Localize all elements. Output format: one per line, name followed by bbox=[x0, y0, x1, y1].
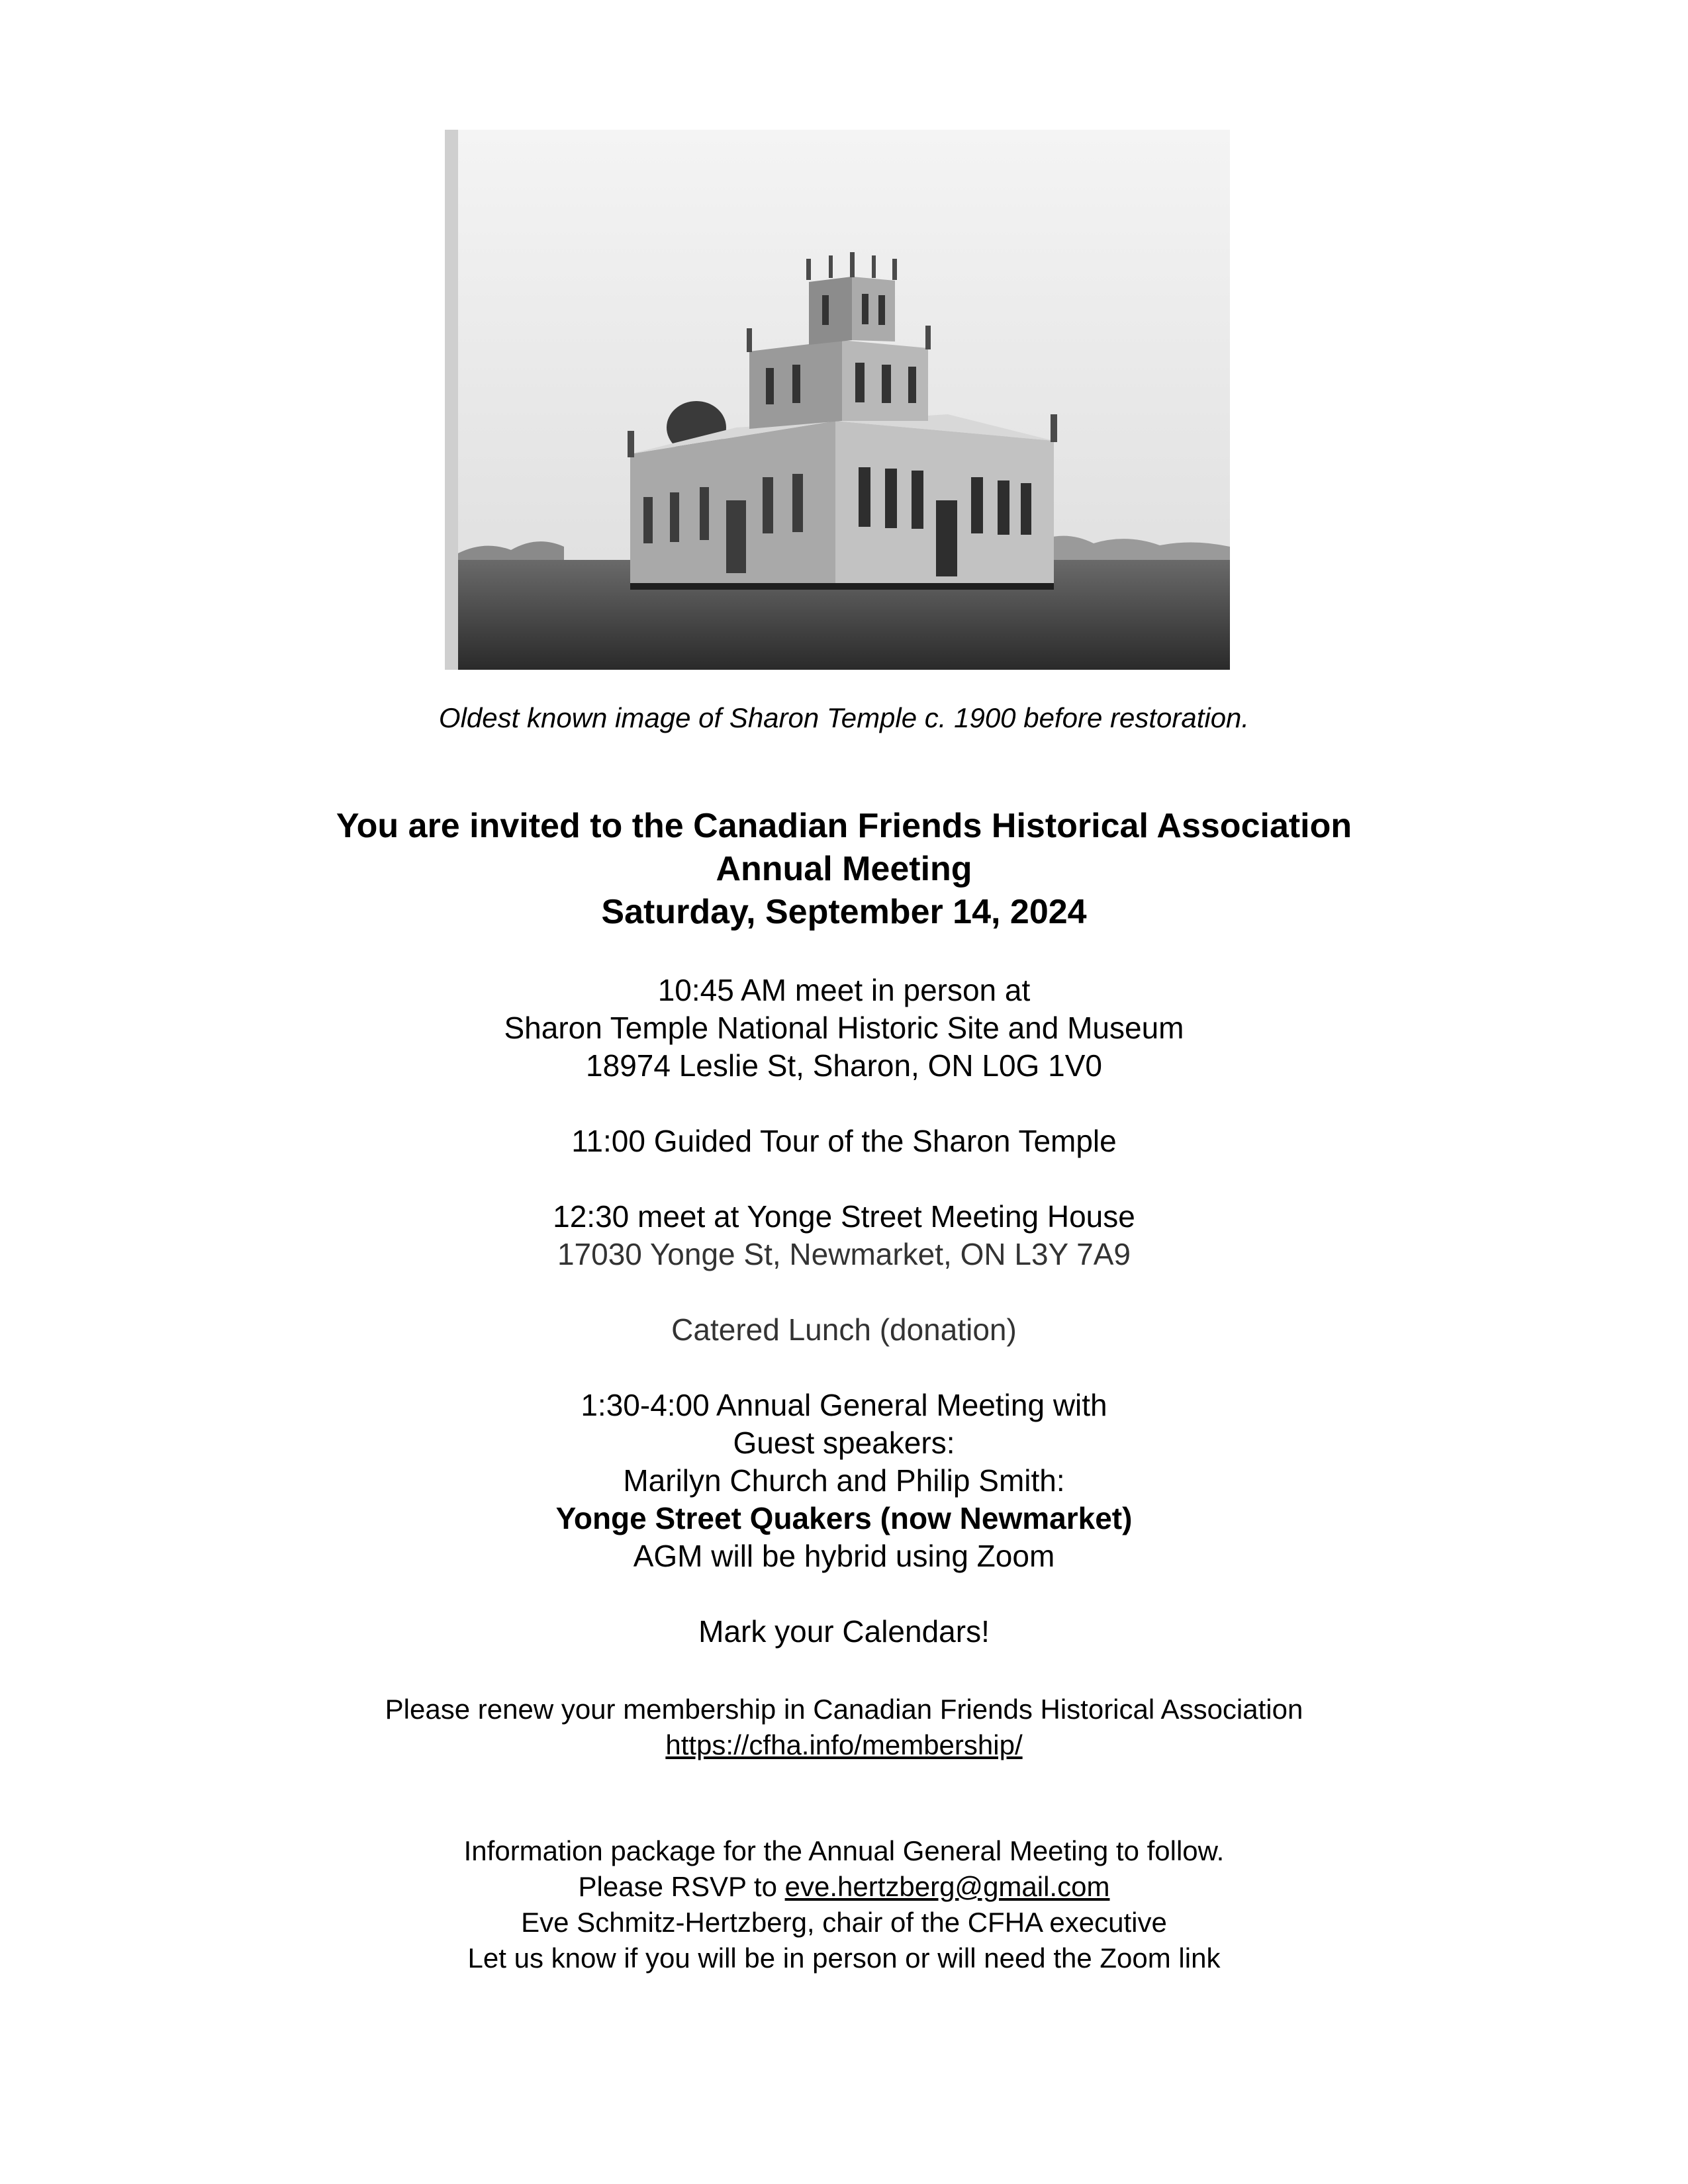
headline-line-1: You are invited to the Canadian Friends Historical Association bbox=[336, 807, 1352, 845]
footer-section bbox=[0, 1833, 1688, 1976]
chair-line: Eve Schmitz-Hertzberg, chair of the CFHA executive bbox=[521, 1907, 1167, 1938]
photo-caption: Oldest known image of Sharon Temple c. 1900 before restoration. bbox=[438, 702, 1250, 733]
info-package-note: Information package for the Annual General Meeting to follow. bbox=[463, 1835, 1225, 1866]
membership-text: Please renew your membership in Canadian Friends Historical Association bbox=[385, 1694, 1303, 1725]
calendar-note: Mark your Calendars! bbox=[698, 1614, 990, 1649]
lunch-meet: 12:30 meet at Yonge Street Meeting House bbox=[553, 1199, 1135, 1234]
agm-item: 1:30-4:00 Annual General Meeting with bbox=[581, 1388, 1107, 1422]
invitation-headline bbox=[0, 805, 1688, 934]
lunch-item: Catered Lunch (donation) bbox=[671, 1312, 1017, 1347]
tour-item: 11:00 Guided Tour of the Sharon Temple bbox=[571, 1124, 1117, 1158]
membership-link[interactable]: https://cfha.info/membership/ bbox=[665, 1729, 1023, 1760]
rsvp-email-link[interactable]: eve.hertzberg@gmail.com bbox=[784, 1871, 1110, 1902]
speakers-label: Guest speakers: bbox=[733, 1426, 955, 1460]
meet-time: 10:45 AM meet in person at bbox=[657, 973, 1031, 1007]
rsvp-prefix: Please RSVP to bbox=[578, 1871, 785, 1902]
headline-date: Saturday, September 14, 2024 bbox=[601, 893, 1087, 931]
zoom-note: Let us know if you will be in person or will need the Zoom link bbox=[467, 1942, 1221, 1974]
lunch-address: 17030 Yonge St, Newmarket, ON L3Y 7A9 bbox=[557, 1237, 1131, 1271]
hybrid-note: AGM will be hybrid using Zoom bbox=[633, 1539, 1055, 1573]
sharon-temple-photo bbox=[445, 130, 1230, 670]
talk-title: Yonge Street Quakers (now Newmarket) bbox=[555, 1501, 1133, 1535]
headline-line-2: Annual Meeting bbox=[716, 850, 972, 888]
speakers-names: Marilyn Church and Philip Smith: bbox=[623, 1463, 1065, 1498]
meet-place: Sharon Temple National Historic Site and Museum bbox=[504, 1011, 1184, 1045]
schedule bbox=[0, 972, 1688, 1651]
rsvp-line bbox=[0, 1869, 1688, 1905]
membership-section bbox=[0, 1692, 1688, 1763]
meet-address: 18974 Leslie St, Sharon, ON L0G 1V0 bbox=[586, 1048, 1102, 1083]
